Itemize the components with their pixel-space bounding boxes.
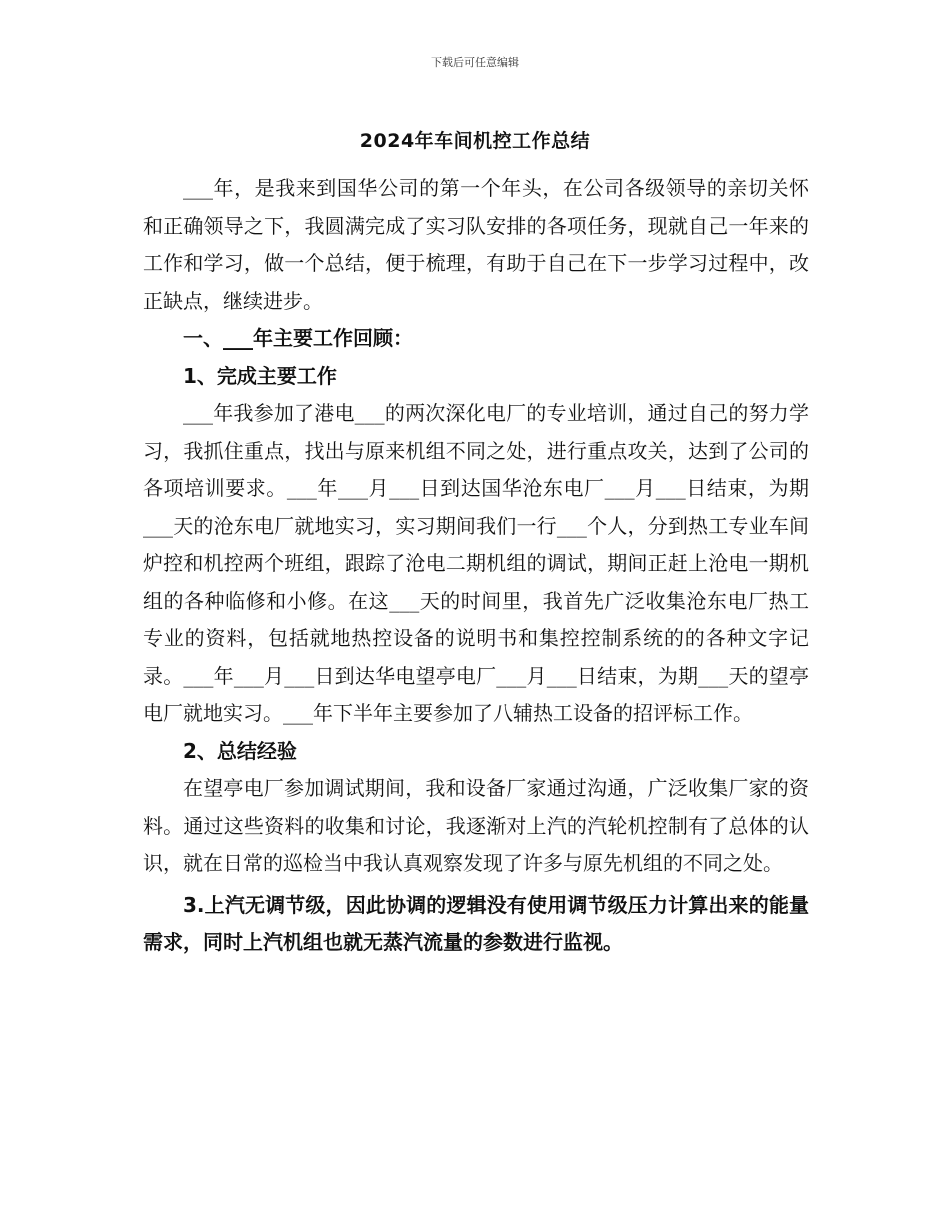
section-one-heading: 一、___年主要工作回顾： xyxy=(183,326,413,350)
intro-paragraph: ___年，是我来到国华公司的第一个年头，在公司各级领导的亲切关怀和正确领导之下，我圆满完成了实习队安排的各项任务，现就自己一年来的工作和学习，做一个总结，便于梳理，有助于自己在下一步学习过程中，改正缺点，继续进步。 xyxy=(143,176,809,313)
sub-one-body: ___年我参加了港电___的两次深化电厂的专业培训，通过自己的努力学习，我抓住重点，找出与原来机组不同之处，进行重点攻关，达到了公司的各项培训要求。___年___月___日到达国华沧东电厂___月___日结束，为期___天的沧东电厂就地实习，实习期间我们一行___个人，分到热工专业车间炉控和机控两个班组，跟踪了沧电二期机组的调试，期间正赶上沧电一期机组的各种临修和小修。在这___天的时间里，我首先广泛收集沧东电厂热工专业的资料，包括就地热控设备的说明书和集控控制系统的的各种文字记录。___年___月___日到达华电望亭电厂___月___日结束，为期___天的望亭电厂就地实习。___年下半年主要参加了八辅热工设备的招评标工作。 xyxy=(143,401,809,725)
sub-one-heading: 1、完成主要工作 xyxy=(183,363,337,388)
sub-two-heading: 2、总结经验 xyxy=(183,738,297,763)
sub-two-body: 在望亭电厂参加调试期间，我和设备厂家通过沟通，广泛收集厂家的资料。通过这些资料的收集和讨论，我逐渐对上汽的汽轮机控制有了总体的认识，就在日常的巡检当中我认真观察发现了许多与原先机组的不同之处。 xyxy=(143,776,809,875)
header-note: 下载后可任意编辑 xyxy=(431,56,519,69)
document-title: 2024年车间机控工作总结 xyxy=(359,130,591,152)
document-body xyxy=(143,170,809,962)
point-three-paragraph: 3.上汽无调节级，因此协调的逻辑没有使用调节级压力计算出来的能量需求，同时上汽机组也就无蒸汽流量的参数进行监视。 xyxy=(143,892,809,954)
